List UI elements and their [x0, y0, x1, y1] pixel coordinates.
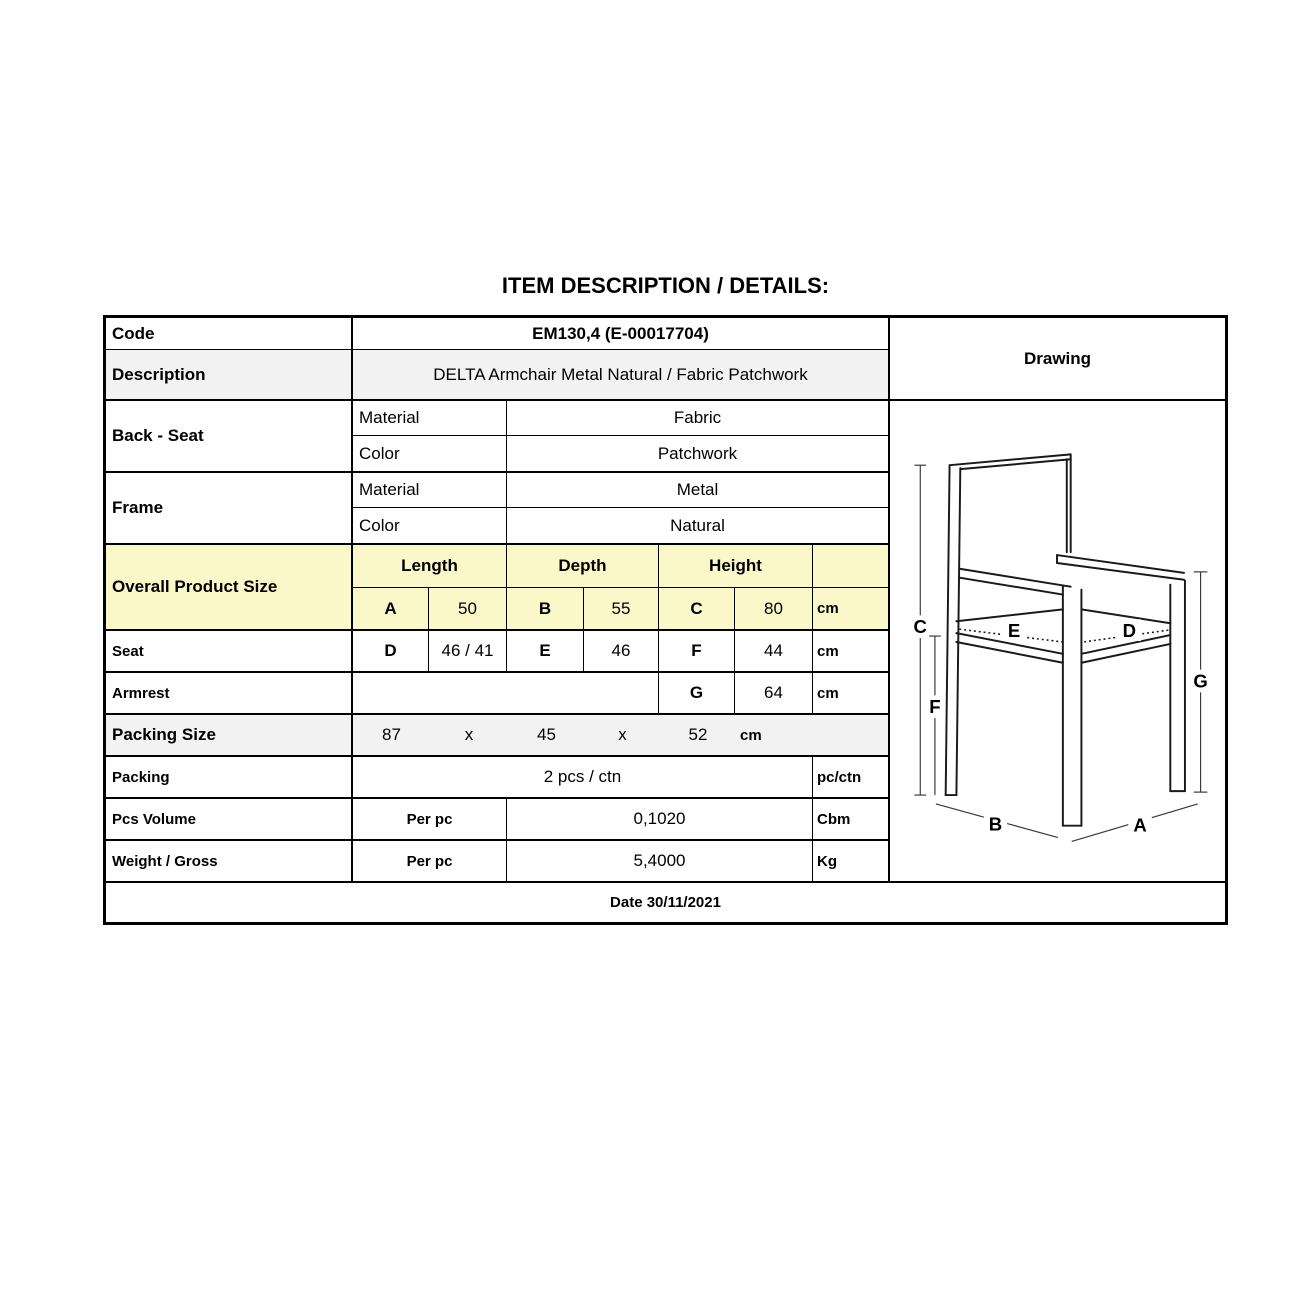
overall-c-key: C: [658, 587, 734, 629]
packing-size-x1: x: [464, 725, 474, 744]
seat-unit: cm: [812, 629, 888, 671]
drawing-header: Drawing: [888, 318, 1225, 399]
chair-drawing: [890, 401, 1225, 881]
dim-label-g: G: [1193, 670, 1208, 692]
depth-header: Depth: [506, 543, 658, 587]
date-row: Date 30/11/2021: [106, 881, 1225, 922]
seat-e-key: E: [506, 629, 583, 671]
overall-size-label: Overall Product Size: [106, 543, 351, 629]
overall-unit: cm: [812, 587, 888, 629]
back-seat-label: Back - Seat: [106, 399, 351, 471]
packing-size-label: Packing Size: [106, 713, 351, 755]
frame-label: Frame: [106, 471, 351, 543]
pcs-volume-value: 0,1020: [506, 797, 812, 839]
dim-label-f: F: [929, 696, 941, 718]
overall-b-value: 55: [583, 587, 658, 629]
packing-size-unit: cm: [740, 726, 762, 744]
back-seat-material-label: Material: [351, 399, 506, 435]
armrest-g-key: G: [658, 671, 734, 713]
pcs-volume-per: Per pc: [351, 797, 506, 839]
overall-a-value: 50: [428, 587, 506, 629]
code-value: EM130,4 (E-00017704): [351, 318, 888, 349]
back-seat-color-value: Patchwork: [506, 435, 888, 471]
back-seat-material-value: Fabric: [506, 399, 888, 435]
back-seat-color-label: Color: [351, 435, 506, 471]
packing-value: 2 pcs / ctn: [351, 755, 812, 797]
frame-color-value: Natural: [506, 507, 888, 543]
dim-label-a: A: [1133, 814, 1147, 836]
weight-gross-unit: Kg: [812, 839, 888, 881]
frame-material-label: Material: [351, 471, 506, 507]
overall-b-key: B: [506, 587, 583, 629]
frame-material-value: Metal: [506, 471, 888, 507]
armrest-empty: [351, 671, 658, 713]
weight-gross-per: Per pc: [351, 839, 506, 881]
weight-gross-value: 5,4000: [506, 839, 812, 881]
seat-e-value: 46: [583, 629, 658, 671]
overall-a-key: A: [351, 587, 428, 629]
packing-unit: pc/ctn: [812, 755, 888, 797]
dim-label-e: E: [1007, 619, 1021, 642]
pcs-volume-label: Pcs Volume: [106, 797, 351, 839]
armrest-g-value: 64: [734, 671, 812, 713]
description-value: DELTA Armchair Metal Natural / Fabric Patchwork: [351, 349, 888, 399]
dim-label-d: D: [1122, 619, 1136, 642]
seat-f-key: F: [658, 629, 734, 671]
length-header: Length: [351, 543, 506, 587]
spec-table: [103, 315, 1228, 925]
frame-color-label: Color: [351, 507, 506, 543]
packing-label: Packing: [106, 755, 351, 797]
pcs-volume-unit: Cbm: [812, 797, 888, 839]
seat-label: Seat: [106, 629, 351, 671]
packing-size-values: [351, 713, 888, 755]
description-label: Description: [106, 349, 351, 399]
weight-gross-label: Weight / Gross: [106, 839, 351, 881]
seat-f-value: 44: [734, 629, 812, 671]
seat-d-key: D: [351, 629, 428, 671]
dim-label-b: B: [988, 813, 1003, 835]
page-title: ITEM DESCRIPTION / DETAILS:: [501, 273, 830, 298]
overall-c-value: 80: [734, 587, 812, 629]
size-header-spacer: [812, 543, 888, 587]
packing-size-v2: 45: [537, 725, 556, 744]
height-header: Height: [658, 543, 812, 587]
chair-outline: [946, 454, 1185, 825]
packing-size-x2: x: [618, 725, 627, 744]
packing-size-v1: 87: [382, 725, 401, 744]
seat-d-value: 46 / 41: [428, 629, 506, 671]
dim-label-c: C: [913, 616, 927, 638]
drawing-area: [888, 399, 1225, 881]
armrest-label: Armrest: [106, 671, 351, 713]
code-label: Code: [112, 323, 155, 343]
armrest-unit: cm: [812, 671, 888, 713]
packing-size-v3: 52: [688, 725, 708, 744]
